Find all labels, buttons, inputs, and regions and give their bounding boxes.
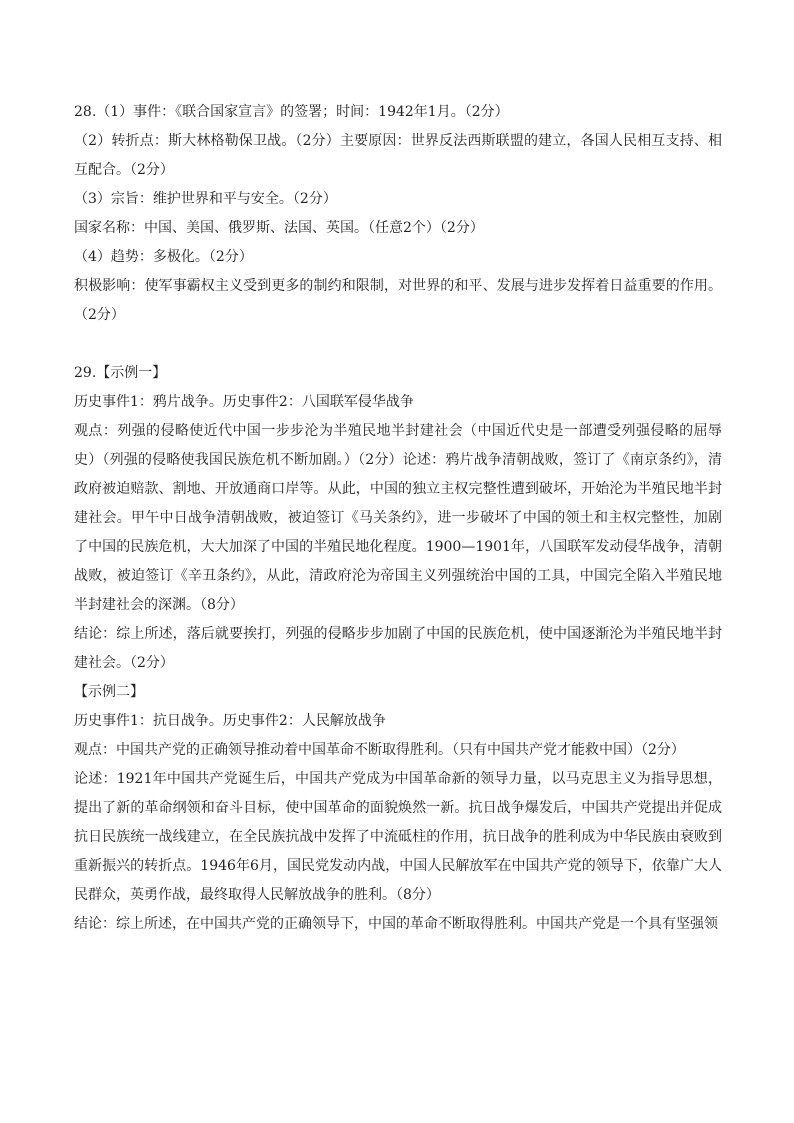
q29-header: 29.【示例一】 [74, 365, 167, 381]
q29-example2-header: 【示例二】 [74, 684, 144, 700]
q29-example2-argument: 论述：1921年中国共产党诞生后，中国共产党成为中国革命新的领导力量，以马克思主义为指导思想，提出了新的革命纲领和奋斗目标，使中国革命的面貌焕然一新。抗日战争爆发后，中国共产党提出并促成抗日民族统一战线建立，在全民族抗战中发挥了中流砥柱的作用，抗日战争的胜利成为中华民族由衰败到重新振兴的转折点。1946年6月，国民党发动内战，中国人民解放军在中国共产党的领导下，依靠广大人民群众，英勇作战，最终取得人民解放战争的胜利。（8分） [74, 771, 722, 903]
q29-example1-conclusion: 结论：综上所述，落后就要挨打，列强的侵略步步加剧了中国的民族危机，使中国逐渐沦为半殖民地半封建社会。（2分） [74, 626, 722, 671]
q29-example1-view: 观点：列强的侵略使近代中国一步步沦为半殖民地半封建社会（中国近代史是一部遭受列强侵略的屈辱史）（列强的侵略使我国民族危机不断加剧。）（2分）论述：鸦片战争清朝战败，签订了《南京条约》，清政府被迫赔款、割地、开放通商口岸等。从此，中国的独立主权完整性遭到破坏，开始沦为半殖民地半封建社会。甲午中日战争清朝战败，被迫签订《马关条约》，进一步破坏了中国的领土和主权完整性，加剧了中国的民族危机，大大加深了中国的半殖民地化程度。1900—1901年，八国联军发动侵华战争，清朝战败，被迫签订《辛丑条约》，从此，清政府沦为帝国主义列强统治中国的工具，中国完全陷入半殖民地半封建社会的深渊。（8分） [74, 423, 722, 613]
q29-example2-events: 历史事件1：抗日战争。历史事件2：人民解放战争 [74, 713, 386, 729]
section-gap [74, 330, 722, 359]
q28-line-5: （4）趋势：多极化。（2分） [74, 249, 253, 265]
answer-content [74, 98, 722, 939]
q29-example1-events: 历史事件1：鸦片战争。历史事件2：八国联军侵华战争 [74, 394, 414, 410]
q28-line-3: （3）宗旨：维护世界和平与安全。（2分） [74, 191, 337, 207]
q28-line-2: （2）转折点：斯大林格勒保卫战。（2分）主要原因：世界反法西斯联盟的建立，各国人民相互支持、相互配合。（2分） [74, 133, 722, 178]
q29-example2-view: 观点：中国共产党的正确领导推动着中国革命不断取得胜利。（只有中国共产党才能救中国）（2分） [74, 742, 685, 758]
q28-line-6: 积极影响：使军事霸权主义受到更多的制约和限制，对世界的和平、发展与进步发挥着日益重要的作用。（2分） [74, 278, 722, 323]
q28-line-4: 国家名称：中国、美国、俄罗斯、法国、英国。（任意2个）（2分） [74, 220, 484, 236]
q28-line-1: 28.（1）事件：《联合国家宣言》的签署；时间：1942年1月。（2分） [74, 104, 509, 120]
q29-example2-conclusion: 结论：综上所述，在中国共产党的正确领导下，中国的革命不断取得胜利。中国共产党是一个具有坚强领 [74, 916, 718, 932]
